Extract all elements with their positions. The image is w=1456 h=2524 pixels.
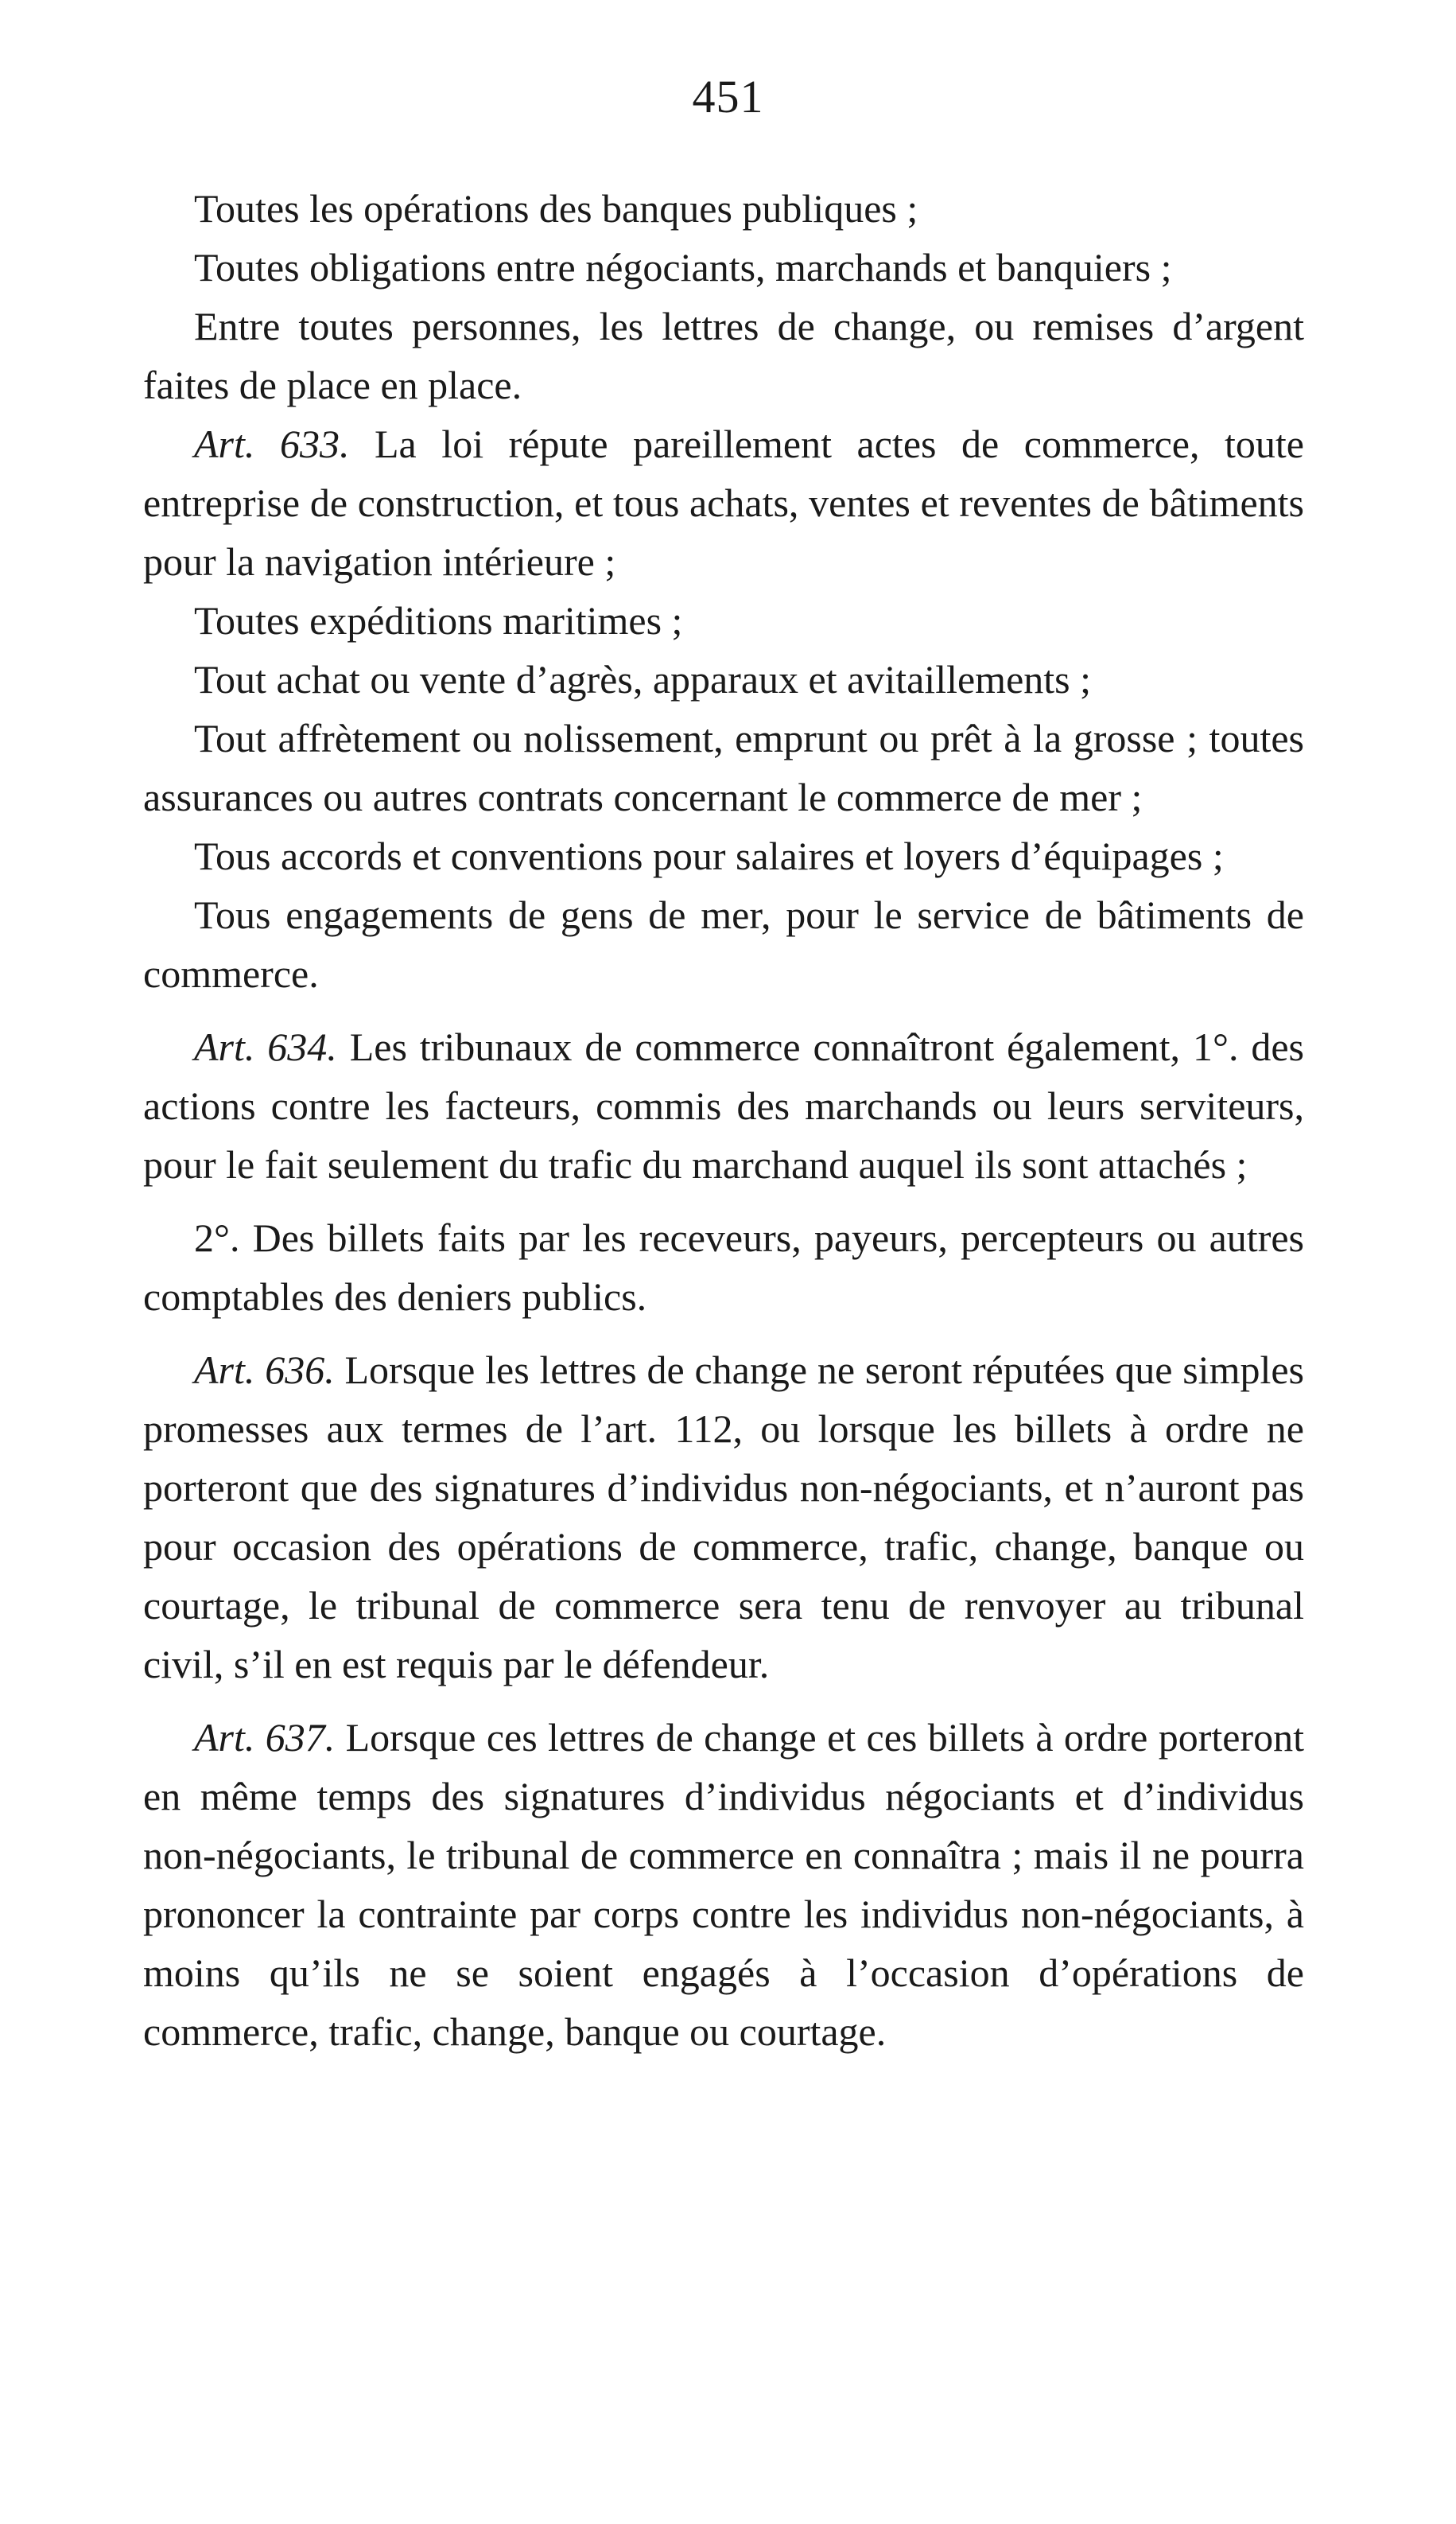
paragraph-text: Les tribunaux de commerce connaîtront également, 1°. des actions contre les facteurs, commis des marchands ou leurs serviteurs, pour le fait seulement du trafic du marchand auquel ils sont attachés ; [143,1025,1304,1187]
paragraph [143,885,1304,1003]
paragraph [143,709,1304,826]
paragraph-text: La loi répute pareillement actes de commerce, toute entreprise de construction, et tous achats, ventes et reventes de bâtiments pour la navigation intérieure ; [143,422,1305,584]
paragraph [143,650,1304,709]
paragraph-text: Tous engagements de gens de mer, pour le service de bâtiments de commerce. [143,893,1304,996]
body-text [143,179,1304,2061]
paragraph [143,1208,1304,1326]
paragraph [143,826,1304,885]
article-paragraph [143,1017,1304,1194]
paragraph-text: Tous accords et conventions pour salaires et loyers d’équipages ; [194,834,1224,878]
paragraph-text: Lorsque ces lettres de change et ces billets à ordre porteront en même temps des signatures d’individus négociants et d’individus non-négociants, le tribunal de commerce en connaîtra ; mais il ne pourra prononcer la contrainte par corps contre les individus non-négociants, à moins qu’ils ne se soient engagés à l’occasion d’opérations de commerce, trafic, change, banque ou courtage. [143,1715,1305,2054]
paragraph-text: 2°. Des billets faits par les receveurs, payeurs, percepteurs ou autres comptables des deniers publics. [143,1215,1304,1319]
paragraph [143,297,1304,414]
paragraph-text: Toutes les opérations des banques publiques ; [194,186,918,231]
paragraph-text: Toutes expéditions maritimes ; [194,598,683,643]
paragraph [143,238,1304,297]
article-label: Art. 637. [194,1715,336,1760]
article-label: Art. 633. [194,422,350,466]
article-paragraph [143,1340,1304,1694]
paragraph-text: Tout affrètement ou nolissement, emprunt ou prêt à la grosse ; toutes assurances ou autres contrats concernant le commerce de mer ; [143,716,1304,819]
article-label: Art. 634. [194,1025,337,1069]
page-number: 451 [692,71,764,123]
article-paragraph [143,1708,1304,2061]
paragraph [143,591,1304,650]
article-label: Art. 636. [194,1348,335,1392]
paragraph-text: Lorsque les lettres de change ne seront réputées que simples promesses aux termes de l’art. 112, ou lorsque les billets à ordre ne porteront que des signatures d’individus non-négociants, et n’auront pas pour occasion des opérations de commerce, trafic, change, banque ou courtage, le tribunal de commerce sera tenu de renvoyer au tribunal civil, s’il en est requis par le défendeur. [143,1348,1304,1686]
paragraph-text: Entre toutes personnes, les lettres de change, ou remises d’argent faites de place en place. [143,304,1304,407]
article-paragraph [143,414,1304,591]
paragraph-text: Toutes obligations entre négociants, marchands et banquiers ; [194,245,1172,290]
paragraph-text: Tout achat ou vente d’agrès, apparaux et avitaillements ; [194,657,1092,702]
paragraph [143,179,1304,238]
